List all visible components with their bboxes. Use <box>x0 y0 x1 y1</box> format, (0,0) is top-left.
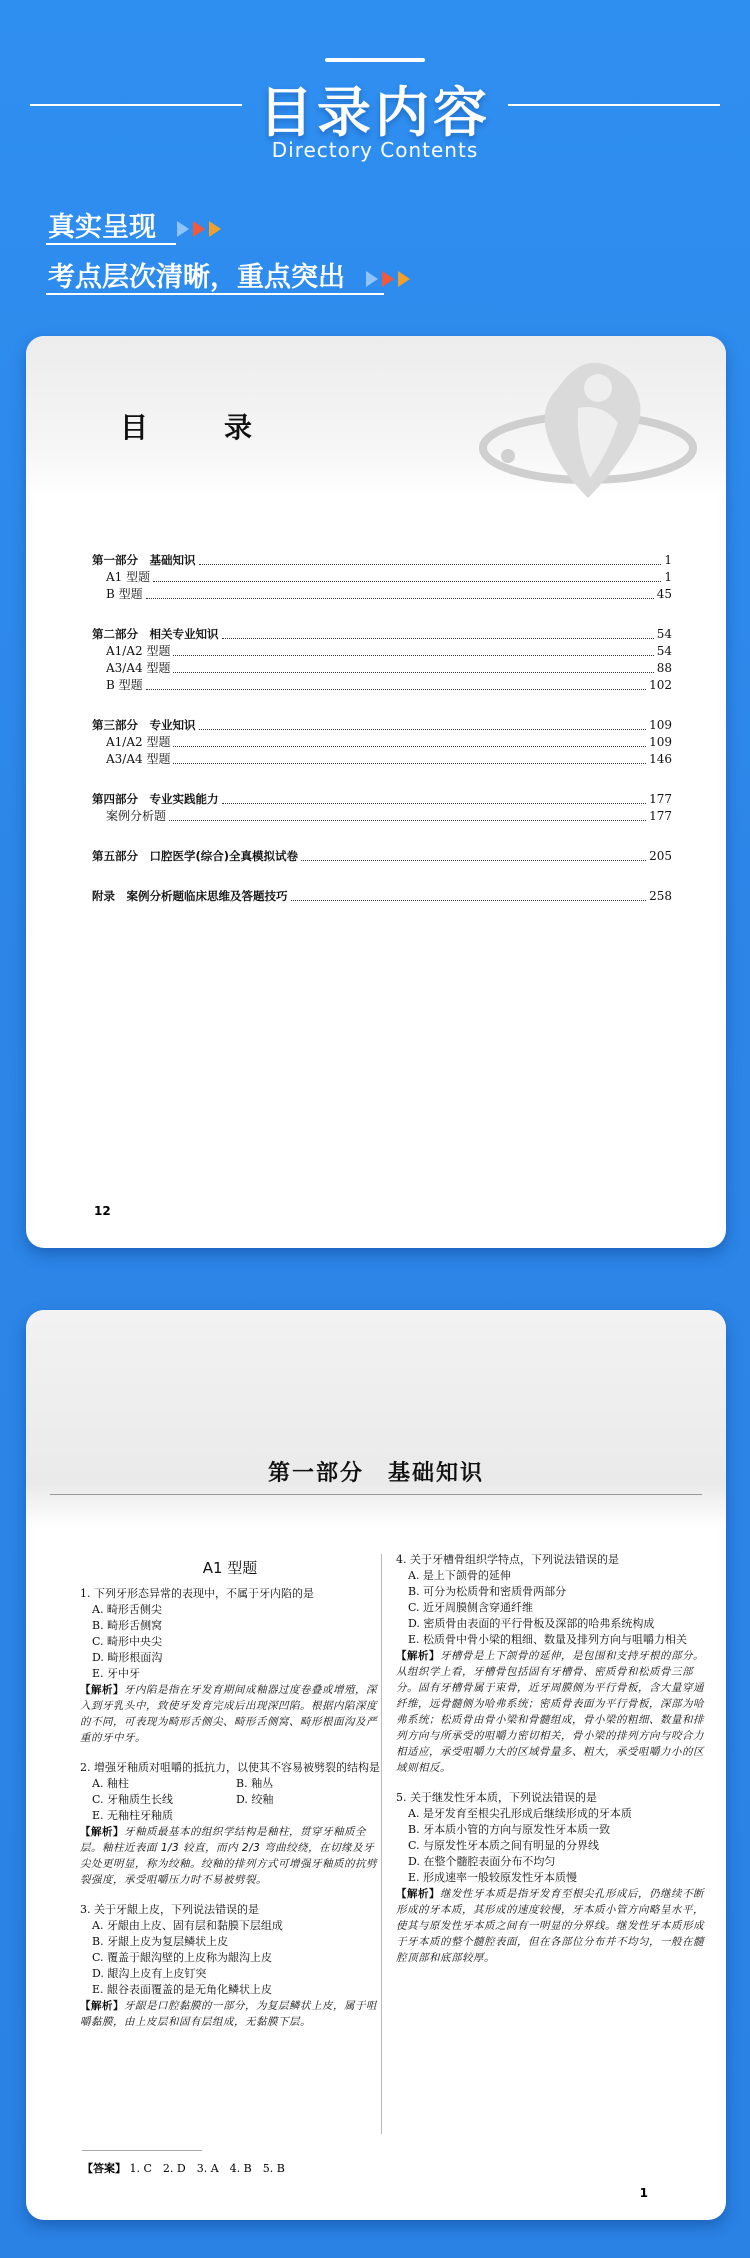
slogan-2 <box>48 255 410 294</box>
question-stem: 1. 下列牙形态异常的表现中，不属于牙内陷的是 <box>80 1587 314 1600</box>
toc-leader-dots <box>146 598 654 599</box>
triangle-arrows-icon <box>362 262 410 293</box>
toc-entry-page: 45 <box>656 587 672 601</box>
toc-leader-dots <box>222 638 654 639</box>
toc-heading: 目 录 <box>120 411 277 444</box>
question-option: B. 牙本质小管的方向与原发性牙本质一致 <box>408 1823 611 1836</box>
page-number: 1 <box>639 2186 648 2200</box>
question-block <box>396 1552 706 1776</box>
toc-entry-page: 109 <box>649 718 672 732</box>
toc-part-entry <box>92 626 672 643</box>
toc-sub-entry <box>92 751 672 768</box>
question-stem: 5. 关于继发性牙本质，下列说法错误的是 <box>396 1791 597 1804</box>
toc-entry-page: 1 <box>664 570 672 584</box>
toc-entry-page: 258 <box>649 889 672 903</box>
toc-gap <box>92 865 672 888</box>
question-option: A. 是牙发育至根尖孔形成后继续形成的牙本质 <box>408 1807 632 1820</box>
toc-sub-entry <box>92 643 672 660</box>
question-block <box>80 1760 380 1888</box>
analysis-text: 继发性牙本质是指牙发育至根尖孔形成后，仍继续不断形成的牙本质，其形成的速度较慢，牙本质小管方向略呈水平，使其与原发性牙本质之间有一明显的分界线。继发性牙本质形成于牙本质的整个髓腔表面，但在各部位分布并不均匀，一般在髓腔顶部和底部较厚。 <box>396 1888 704 1964</box>
toc-entry-page: 177 <box>649 792 672 806</box>
toc-entry-label: 第二部分 相关专业知识 <box>92 627 219 641</box>
toc-sub-entry <box>92 808 672 825</box>
toc-entry-label: 第一部分 基础知识 <box>92 553 196 567</box>
toc-entry-label: A3/A4 型题 <box>106 752 171 766</box>
analysis-text: 牙内陷是指在牙发育期间成釉器过度卷叠或增殖，深入到牙乳头中，致使牙发育完成后出现深凹陷。根据内陷深度的不同，可表现为畸形舌侧尖、畸形舌侧窝、畸形根面沟及严重的牙中牙。 <box>80 1684 377 1744</box>
toc-entry-label: B 型题 <box>106 678 143 692</box>
toc-leader-dots <box>173 763 646 764</box>
hero-top-bar <box>325 58 425 62</box>
question-options <box>396 1806 706 1886</box>
toc-entry-page: 1 <box>664 553 672 567</box>
question-option: D. 密质骨由表面的平行骨板及深部的哈弗系统构成 <box>408 1617 655 1630</box>
toc-sub-entry <box>92 677 672 694</box>
toc-entry-page: 109 <box>649 735 672 749</box>
question-options <box>80 1602 380 1682</box>
question-analysis <box>80 1682 380 1746</box>
publisher-logo-icon <box>478 348 698 508</box>
toc-entry-label: 第三部分 专业知识 <box>92 718 196 732</box>
question-option: A. 牙龈由上皮、固有层和黏膜下层组成 <box>92 1919 283 1932</box>
question-options <box>80 1776 380 1824</box>
hero-subtitle: Directory Contents <box>271 138 479 162</box>
toc-gap <box>92 825 672 848</box>
answer-values: 1. C 2. D 3. A 4. B 5. B <box>129 2162 285 2175</box>
toc-gap <box>92 768 672 791</box>
question-option: C. 牙釉质生长线 <box>92 1793 174 1806</box>
toc-leader-dots <box>199 729 647 730</box>
slogan-2-underline <box>46 293 384 295</box>
toc-entry-label: A1/A2 型题 <box>106 735 171 749</box>
toc-sub-entry <box>92 569 672 586</box>
toc-part-entry <box>92 791 672 808</box>
toc-gap <box>92 603 672 626</box>
section-title: A1 型题 <box>202 1559 258 1577</box>
question-options <box>80 1918 380 1998</box>
toc-entry-label: A3/A4 型题 <box>106 661 171 675</box>
chapter-divider <box>50 1494 702 1495</box>
question-analysis <box>396 1648 706 1776</box>
toc-sub-entry <box>92 734 672 751</box>
question-options <box>396 1568 706 1648</box>
question-option: E. 牙中牙 <box>92 1667 141 1680</box>
toc-entry-label: A1/A2 型题 <box>106 644 171 658</box>
toc-list <box>92 552 672 905</box>
answer-key <box>82 2160 285 2176</box>
toc-leader-dots <box>169 820 646 821</box>
toc-entry-page: 102 <box>649 678 672 692</box>
analysis-label: 【解析】 <box>80 2000 124 2012</box>
toc-entry-label: 案例分析题 <box>106 809 167 823</box>
question-option: A. 釉柱 <box>92 1777 129 1790</box>
toc-entry-label: B 型题 <box>106 587 143 601</box>
toc-entry-label: 第五部分 口腔医学(综合)全真模拟试卷 <box>92 849 299 863</box>
toc-leader-dots <box>291 900 647 901</box>
question-option: A. 是上下颌骨的延伸 <box>408 1569 511 1582</box>
page-number: 12 <box>94 1204 111 1218</box>
question-option: C. 近牙周膜侧含穿通纤维 <box>408 1601 534 1614</box>
toc-part-entry <box>92 552 672 569</box>
question-option: E. 松质骨中骨小梁的粗细、数量及排列方向与咀嚼力相关 <box>408 1633 688 1646</box>
toc-part-entry <box>92 888 672 905</box>
question-option: A. 畸形舌侧尖 <box>92 1603 162 1616</box>
toc-part-entry <box>92 848 672 865</box>
question-block <box>396 1790 706 1966</box>
question-option: D. 龈沟上皮有上皮钉突 <box>92 1967 207 1980</box>
analysis-label: 【解析】 <box>80 1684 124 1696</box>
question-option: E. 形成速率一般较原发性牙本质慢 <box>408 1871 578 1884</box>
slogan-1 <box>48 205 221 244</box>
slogan-1-text: 真实呈现 <box>48 212 156 243</box>
question-analysis <box>396 1886 706 1966</box>
question-option: B. 牙龈上皮为复层鳞状上皮 <box>92 1935 229 1948</box>
question-stem: 3. 关于牙龈上皮，下列说法错误的是 <box>80 1903 259 1916</box>
analysis-label: 【解析】 <box>396 1650 440 1662</box>
question-option: C. 畸形中央尖 <box>92 1635 163 1648</box>
question-option: D. 在整个髓腔表面分布不均匀 <box>408 1855 556 1868</box>
question-analysis <box>80 1998 380 2030</box>
toc-entry-label: 第四部分 专业实践能力 <box>92 792 219 806</box>
question-option: D. 畸形根面沟 <box>92 1651 163 1664</box>
question-option: D. 绞釉 <box>236 1793 274 1806</box>
question-option: C. 覆盖于龈沟壁的上皮称为龈沟上皮 <box>92 1951 273 1964</box>
toc-leader-dots <box>173 655 653 656</box>
column-divider <box>381 1554 382 2134</box>
analysis-text: 牙龈是口腔黏膜的一部分，为复层鳞状上皮，属于咀嚼黏膜，由上皮层和固有层组成，无黏膜下层。 <box>80 2000 377 2028</box>
toc-gap <box>92 694 672 717</box>
toc-entry-page: 54 <box>656 644 672 658</box>
question-option: C. 与原发性牙本质之间有明显的分界线 <box>408 1839 600 1852</box>
toc-leader-dots <box>173 746 646 747</box>
toc-entry-page: 177 <box>649 809 672 823</box>
slogan-2-text: 考点层次清晰，重点突出 <box>48 262 345 293</box>
slogan-1-underline <box>46 243 176 245</box>
toc-entry-label: A1 型题 <box>106 570 151 584</box>
answer-label: 【答案】 <box>82 2162 126 2175</box>
toc-entry-page: 54 <box>656 627 672 641</box>
toc-entry-page: 88 <box>656 661 672 675</box>
analysis-text: 牙釉质最基本的组织学结构是釉柱，贯穿牙釉质全层。釉柱近表面 1/3 较直，而内 2/3 弯曲绞绕，在切缘及牙尖处更明显，称为绞釉。绞釉的排列方式可增强牙釉质的抗劈裂强度，承受咀嚼压力时不易被劈裂。 <box>80 1826 377 1886</box>
toc-leader-dots <box>173 672 653 673</box>
toc-leader-dots <box>222 803 647 804</box>
left-column <box>80 1552 380 2044</box>
toc-leader-dots <box>199 564 662 565</box>
toc-entry-page: 205 <box>649 849 672 863</box>
question-block <box>80 1902 380 2030</box>
toc-entry-page: 146 <box>649 752 672 766</box>
question-option: B. 可分为松质骨和密质骨两部分 <box>408 1585 567 1598</box>
answer-divider <box>82 2150 202 2151</box>
chapter-title: 第一部分 基础知识 <box>267 1461 484 1486</box>
hero-banner <box>0 0 750 330</box>
question-analysis <box>80 1824 380 1888</box>
question-option: B. 釉丛 <box>236 1777 274 1790</box>
toc-page-card <box>26 336 726 1248</box>
triangle-arrows-icon <box>173 212 221 243</box>
toc-sub-entry <box>92 660 672 677</box>
analysis-label: 【解析】 <box>396 1888 440 1900</box>
question-block <box>80 1586 380 1746</box>
question-option: B. 畸形舌侧窝 <box>92 1619 163 1632</box>
toc-leader-dots <box>153 581 661 582</box>
question-option: E. 无釉柱牙釉质 <box>92 1809 174 1822</box>
right-column <box>396 1552 706 1980</box>
question-option: E. 龈谷表面覆盖的是无角化鳞状上皮 <box>92 1983 273 1996</box>
question-stem: 2. 增强牙釉质对咀嚼的抵抗力，以使其不容易被劈裂的结构是 <box>80 1761 380 1774</box>
question-stem: 4. 关于牙槽骨组织学特点，下列说法错误的是 <box>396 1553 619 1566</box>
hero-title: 目录内容 <box>259 81 491 144</box>
toc-leader-dots <box>301 860 646 861</box>
toc-part-entry <box>92 717 672 734</box>
content-page-card <box>26 1310 726 2220</box>
analysis-label: 【解析】 <box>80 1826 124 1838</box>
toc-leader-dots <box>146 689 646 690</box>
toc-sub-entry <box>92 586 672 603</box>
content-page-header <box>26 1310 726 1528</box>
analysis-text: 牙槽骨是上下颌骨的延伸，是包围和支持牙根的部分。从组织学上看，牙槽骨包括固有牙槽骨、密质骨和松质骨三部分。固有牙槽骨属于束骨，近牙周膜侧为平行骨板，含大量穿通纤维，远骨髓侧为哈弗系统；密质骨表面为平行骨板，深部为哈弗系统；松质骨由骨小梁和骨髓组成，骨小梁的粗细、数量和排列方向与所承受的咀嚼力密切相关，骨小梁的排列方向与咬合力相适应，承受咀嚼力大的区域骨量多、粗大，承受咀嚼力小的区域则相反。 <box>396 1650 704 1774</box>
toc-entry-label: 附录 案例分析题临床思维及答题技巧 <box>92 889 288 903</box>
